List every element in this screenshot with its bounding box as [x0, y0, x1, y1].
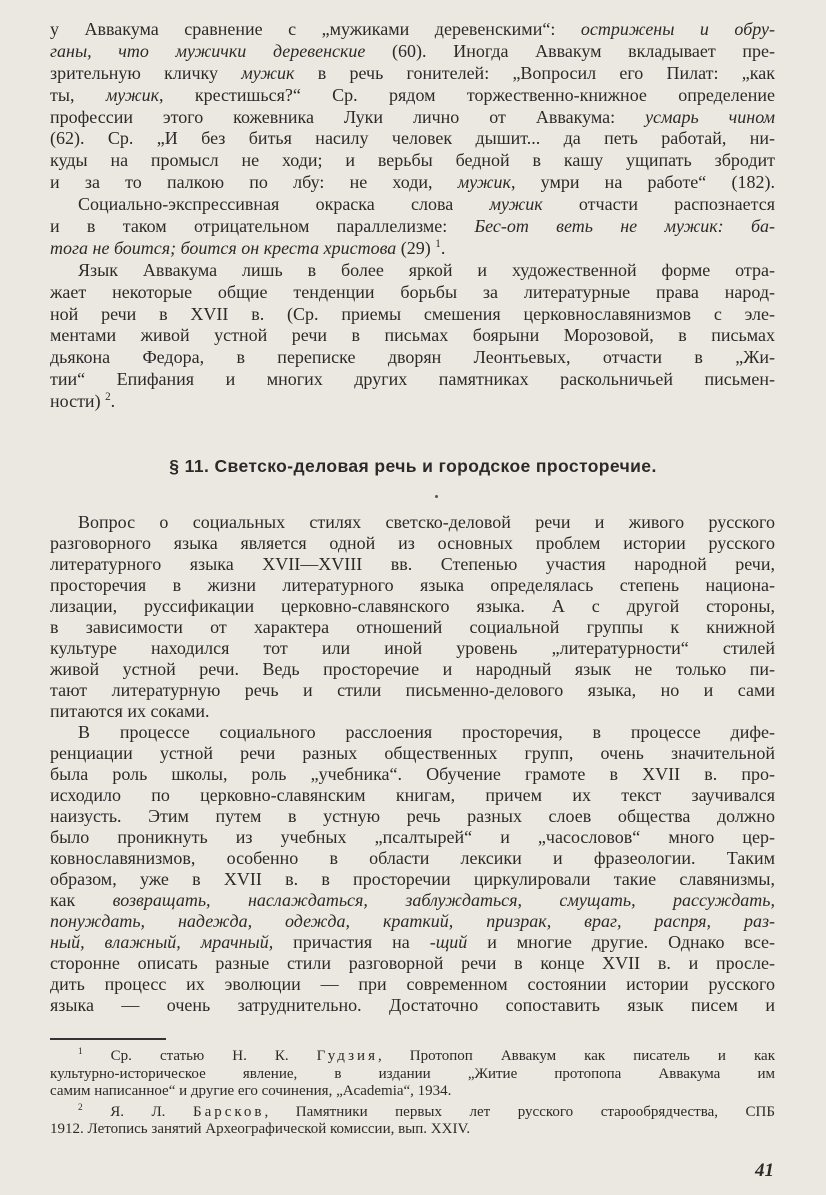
- text-run: дить процесс их эволюции — при современном состоянии истории русского: [50, 974, 775, 994]
- text-run: культурно-историческое явление, в издании „Житие протопопа Аввакума им: [50, 1065, 775, 1082]
- text-line: [50, 764, 775, 785]
- text-line: [50, 304, 775, 326]
- italic-text: острижены и обру-: [580, 19, 775, 39]
- text-line: [50, 848, 775, 869]
- text-line: [50, 806, 775, 827]
- text-run: живой устной речи. Ведь просторечие и народный язык не только пи-: [50, 659, 775, 679]
- footnote-marker: 2: [78, 1102, 83, 1113]
- footnote-marker: 2: [105, 391, 111, 404]
- text-run: жает некоторые общие тенденции борьбы за литературные права народ-: [50, 281, 775, 302]
- italic-text: мужик: [489, 194, 543, 215]
- italic-text: мужик: [241, 62, 295, 83]
- text-line: [50, 617, 775, 638]
- text-line: [50, 347, 775, 369]
- spaced-author-name: Барсков: [192, 1103, 265, 1120]
- text-run: самим написанное“ и другие его сочинения, „Academia“, 1934.: [50, 1083, 452, 1100]
- text-run: лизации, руссификации церковно-славянского языка. А с другой стороны,: [50, 596, 775, 616]
- text-run: у Аввакума сравнение с „мужиками деревенскими“:: [50, 19, 581, 39]
- text-line: [50, 325, 775, 347]
- text-run: причастия на: [273, 932, 430, 952]
- text-line: [50, 680, 775, 701]
- text-line: [50, 575, 775, 596]
- text-line: [50, 596, 775, 617]
- text-line: [50, 869, 775, 890]
- text-line: [50, 953, 775, 974]
- text-run: ментами живой устной речи в письмах боярыни Морозовой, в письмах: [50, 325, 775, 346]
- text-run: и за то палкою по лбу: не ходи,: [50, 172, 458, 193]
- body-text-top: [50, 19, 775, 413]
- text-run: просторечия в жизни литературного языка определялась степень национа-: [50, 575, 775, 595]
- text-line: [50, 107, 775, 129]
- text-line: [50, 743, 775, 764]
- footnotes: [50, 1048, 775, 1139]
- text-run: литературного языка XVII—XVIII вв. Степенью участия народной речи,: [50, 554, 775, 574]
- text-run: ной речи в XVII в. (Ср. приемы смешения церковнославянизмов с эле-: [50, 303, 775, 324]
- text-run: как: [50, 890, 113, 910]
- text-line: [50, 638, 775, 659]
- footnote-line: [50, 1104, 775, 1122]
- footnote-marker: 1: [78, 1047, 83, 1057]
- text-line: [50, 391, 775, 413]
- text-run: наизусть. Этим путем в устную речь разных слоев общества должно: [50, 806, 775, 826]
- text-run: (60). Иногда Аввакум вкладывает пре-: [365, 40, 775, 61]
- italic-text: понуждать, надежда, одежда, краткий, призрак, враг, распря, раз-: [50, 911, 775, 931]
- text-line: [50, 128, 775, 150]
- text-line: [50, 85, 775, 107]
- text-run: .: [440, 237, 446, 258]
- text-run: , Протопоп Аввакум как писатель и как: [377, 1048, 775, 1064]
- text-run: ты,: [50, 84, 106, 105]
- text-run: профессии этого кожевника Луки лично от Аввакума:: [50, 106, 646, 127]
- text-run: тают литературную речь и стили письменно-делового языка, но и сами: [50, 680, 775, 700]
- italic-text: мужик: [105, 84, 160, 105]
- text-line: [50, 554, 775, 575]
- text-line: [50, 512, 775, 533]
- text-run: языка — очень затруднительно. Достаточно сопоставить язык писем и: [50, 995, 775, 1015]
- text-run: , Памятники первых лет русского старообрядчества, СПБ: [264, 1103, 775, 1120]
- text-line: [50, 701, 775, 722]
- text-run: В процессе социального расслоения просторечия, в процессе дифе-: [78, 722, 775, 742]
- text-line: [50, 890, 775, 911]
- text-run: Социально-экспрессивная окраска слова: [78, 194, 490, 215]
- footnote-line: [50, 1121, 775, 1139]
- text-line: [50, 369, 775, 391]
- text-run: Ср. статью Н. К.: [82, 1048, 317, 1064]
- footnote-line: [50, 1066, 775, 1084]
- footnote-line: [50, 1083, 775, 1101]
- italic-text: Бес-от веть не мужик: ба-: [474, 216, 775, 237]
- section-heading: § 11. Светско-деловая речь и городское просторечие.: [169, 456, 657, 476]
- text-run: и многие другие. Однако все-: [467, 932, 776, 952]
- text-line: [50, 533, 775, 554]
- ornament-dot: [435, 495, 438, 498]
- text-run: ковнославянизмов, особенно в области лексики и фразеологии. Таким: [50, 848, 775, 868]
- text-run: в зависимости от характера отношений социальной группы к книжной: [50, 617, 775, 637]
- text-run: куды на промысл не ходи; и верьбы бедной в кашу ущипать збродит: [50, 150, 775, 171]
- text-line: [50, 282, 775, 304]
- text-run: ренциации устной речи разных общественных групп, очень значительной: [50, 743, 775, 763]
- text-run: Язык Аввакума лишь в более яркой и художественной форме отра-: [78, 259, 775, 280]
- text-run: зрительную кличку: [50, 62, 242, 83]
- spaced-author-name: Гудзия: [316, 1048, 378, 1064]
- text-line: [50, 932, 775, 953]
- italic-text: усмарь чином: [645, 106, 775, 127]
- text-line: [50, 238, 775, 260]
- text-run: 1912. Летопись занятий Археографической комиссии, вып. XXIV.: [50, 1121, 471, 1138]
- text-run: (62). Ср. „И без битья насилу человек дышит... да петь работай, ни-: [50, 128, 775, 149]
- text-run: тии“ Епифания и многих других памятниках раскольничьей письмен-: [50, 369, 775, 390]
- footnote-marker: 1: [435, 237, 441, 250]
- italic-text: -щий: [429, 932, 468, 952]
- text-run: .: [110, 391, 116, 412]
- footnote-line: [50, 1048, 775, 1066]
- italic-text: мужик: [457, 172, 511, 193]
- italic-text: ный, влажный, мрачный,: [50, 932, 274, 952]
- text-run: культуре находился тот или иной уровень „литературности“ стилей: [50, 638, 775, 658]
- text-line: [50, 995, 775, 1016]
- text-line: [50, 216, 775, 238]
- italic-text: возвращать, наслаждаться, заблуждаться, смущать, рассуждать,: [112, 890, 775, 910]
- italic-text: ганы, что мужички деревенские: [50, 40, 366, 61]
- text-line: [50, 785, 775, 806]
- text-line: [50, 911, 775, 932]
- body-text-section-11: [50, 512, 775, 1016]
- text-run: исходило по церковно-славянским книгам, причем их текст заучивался: [50, 785, 775, 805]
- text-run: было проникнуть из учебных „псалтырей“ и „часословов“ много цер-: [50, 827, 775, 847]
- text-run: (29): [396, 237, 436, 258]
- text-line: [50, 41, 775, 63]
- text-run: отчасти распознается: [542, 194, 775, 215]
- text-line: [50, 260, 775, 282]
- footnote-rule: [50, 1038, 166, 1040]
- text-run: в речь гонителей: „Вопросил его Пилат: „как: [294, 62, 775, 83]
- text-run: разговорного языка является одной из основных проблем истории русского: [50, 533, 775, 553]
- text-run: сторонне описать разные стили разговорной речи в конце XVII в. и просле-: [50, 953, 775, 973]
- text-run: дьякона Федора, в переписке дворян Леонтьевых, отчасти в „Жи-: [50, 347, 775, 368]
- text-run: и в таком отрицательном параллелизме:: [50, 216, 475, 237]
- page-number: 41: [755, 1160, 774, 1181]
- text-run: , умри на работе“ (182).: [510, 172, 775, 193]
- text-line: [50, 659, 775, 680]
- text-line: [50, 150, 775, 172]
- text-run: Вопрос о социальных стилях светско-деловой речи и живого русского: [78, 512, 775, 532]
- text-line: [50, 19, 775, 41]
- text-run: была роль школы, роль „учебника“. Обучение грамоте в XVII в. про-: [50, 764, 775, 784]
- text-run: образом, уже в XVII в. в просторечии циркулировали такие славянизмы,: [50, 869, 775, 889]
- text-line: [50, 172, 775, 194]
- text-line: [50, 194, 775, 216]
- text-line: [50, 63, 775, 85]
- italic-text: тога не боится; боится он креста христова: [50, 237, 397, 258]
- text-line: [50, 722, 775, 743]
- text-run: ности): [50, 391, 106, 412]
- text-run: Я. Л.: [82, 1103, 193, 1120]
- text-line: [50, 974, 775, 995]
- text-run: , крестишься?“ Ср. рядом торжественно-книжное определение: [159, 84, 775, 105]
- text-line: [50, 827, 775, 848]
- text-run: питаются их соками.: [50, 701, 210, 721]
